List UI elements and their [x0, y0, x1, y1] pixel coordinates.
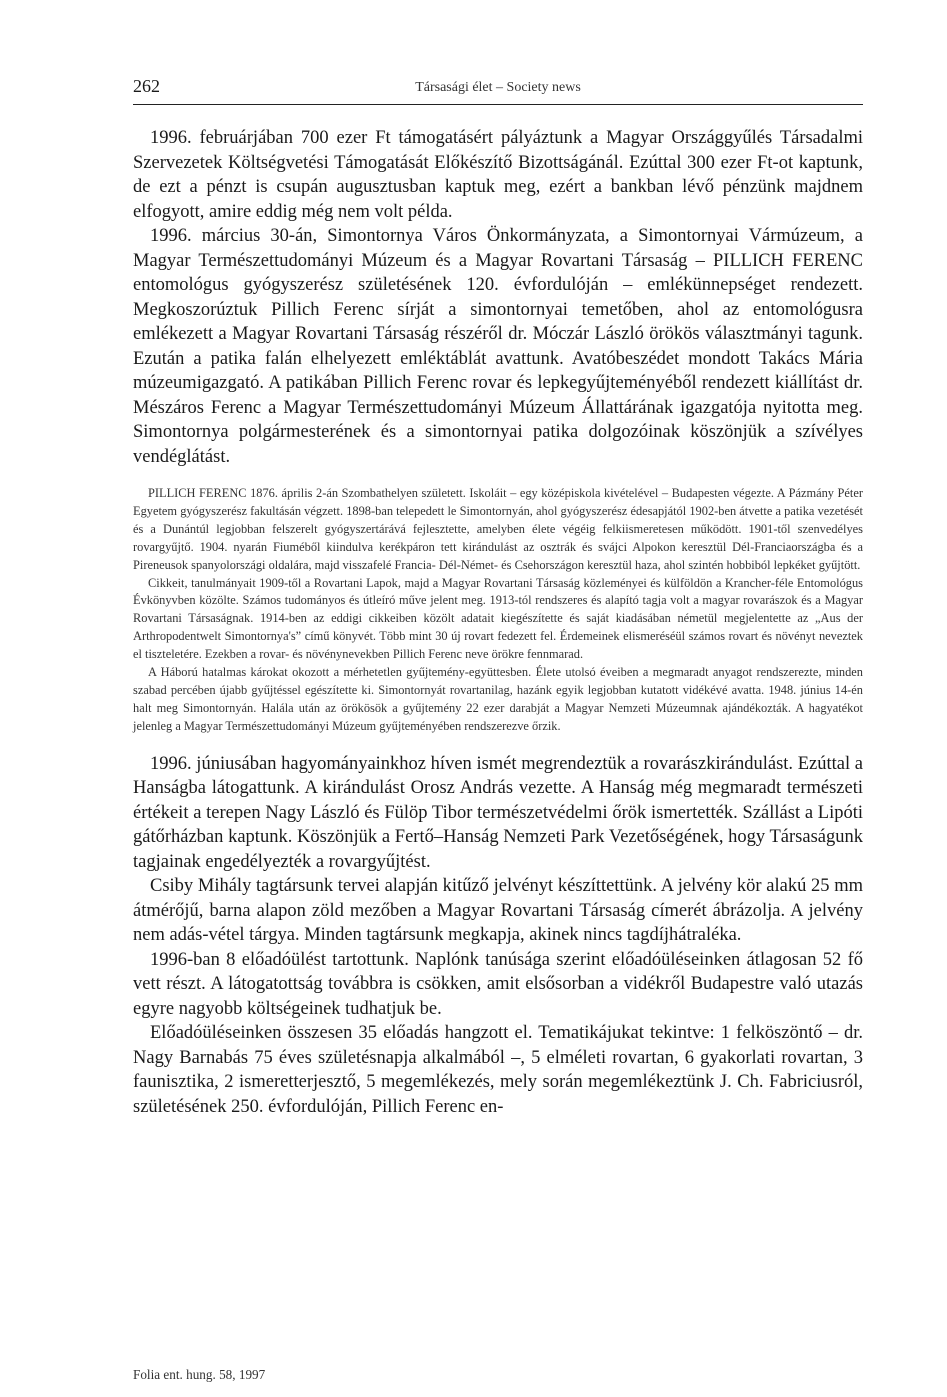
biography-paragraph: Cikkeit, tanulmányait 1909-től a Rovartani Lapok, majd a Magyar Rovartani Társaság közleményei és külföldön a Krancher-féle Entomológus Évkönyvben közölte. Számos tudományos és útleíró műve jelent meg. 1913-tól rendszeres és alapító tagja volt a magyar rovarászok és a Magyar Rovartani Társaságnak. 1914-ben az eddigi cikkeiben közölt adatait kiegészítette és saját kiadásában németül megjelentette az „Aus der Arthropodentwelt Simontornya's” című könyvét. Több mint 30 új rovart fedezett fel. Érdemeinek elismeréséül számos rovart és növényt neveztek el tiszteletére. Ezekben a rovar- és növénynevekben Pillich Ferenc neve örökre fennmarad.: [133, 575, 863, 662]
running-title: Társasági élet – Society news: [415, 80, 581, 95]
paragraph-commemoration: 1996. március 30-án, Simontornya Város Önkormányzata, a Simontornyai Vármúzeum, a Magyar Természettudományi Múzeum és a Magyar Rovartani Társaság – PILLICH FERENC entomológus gyógyszerész születésének 120. évfordulóján – emlékünnepséget rendezett. Megkoszorúztuk Pillich Ferenc sírját a simontornyai temetőben, ahol az entomológusra emlékezett a Magyar Rovartani Társaság részéről dr. Móczár László örökös választmányi tagunk. Ezután a patika falán elhelyezett emléktáblát avattunk. Avatóbeszédet mondott Takács Mária múzeumigazgató. A patikában Pillich Ferenc rovar és lepkegyűjteményéből rendezett kiállítást dr. Mészáros Ferenc a Magyar Természettudományi Múzeum Állattárának igazgatója nyitotta meg. Simontornya polgármesterének és a simontornyai patika dolgozóinak köszönjük a szívélyes vendéglátást.: [133, 226, 863, 467]
page-number: 262: [133, 76, 160, 96]
paragraph-funding: 1996. februárjában 700 ezer Ft támogatásért pályáztunk a Magyar Országgyűlés Társadalmi Szervezetek Költségvetési Támogatását Előkészítő Bizottságánál. Ezúttal 300 ezer Ft-ot kaptunk, de ezt a pénzt is csupán augusztusban kaptuk meg, ezért a bankban lévő pénzünk majdnem elfogyott, amire eddig még nem volt példa.: [133, 128, 863, 222]
paragraph-badge: Csiby Mihály tagtársunk tervei alapján kitűző jelvényt készíttettünk. A jelvény kör alakú 25 mm átmérőjű, barna alapon zöld mezőben a Magyar Rovartani Társaság címerét ábrázolja. A jelvény nem adás-vétel tárgya. Minden tagtársunk megkapja, akinek nincs tagdíjhátraléka.: [133, 876, 863, 946]
page-header: [133, 74, 863, 105]
biography-paragraph: A Háború hatalmas károkat okozott a mérhetetlen gyűjtemény-együttesben. Élete utolsó éveiben a megmaradt anyagot rendszerezte, minden szabad percében újabb gyűjtéssel egészítette ki. Simontornyát rovartanilag, hazánk egyik legjobban kutatott vidékévé avatta. 1948. június 14-én halt meg Simontornyán. Halála után az örökösök a gyűjtemény 22 ezer darabját a Magyar Nemzeti Múzeumnak ajándékozták. A hagyatékot jelenleg a Magyar Természettudományi Múzeum gyűjteményében rendszerezve őrzik.: [133, 665, 863, 733]
biography-paragraph: PILLICH FERENC 1876. április 2-án Szombathelyen született. Iskoláit – egy középiskola kivételével – Budapesten végezte. A Pázmány Péter Egyetem gyógyszerész fakultásán végzett. 1898-ban telepedett le Simontornyán, ahol gyógyszerész édesapjától 1902-ben átvette a patika vezetését és a Dunántúl legjobban felszerelt gyógyszertárává fejlesztette, amelyben élete végéig felkiismeretesen működött. 1901-től szenvedélyes rovargyűjtő. 1904. nyarán Fiuméből kiindulva kerékpáron tett kirándulást az osztrák és svájci Alpokon keresztül Dél-Franciaországba és a Pireneusok spanyolországi oldalára, majd visszafelé Francia- Dél-Német- és Csehországon keresztül haza, ahol szintén hobbiból lepkéket gyűjtött.: [133, 486, 863, 572]
page-body: [133, 126, 863, 1119]
biography-block: [133, 485, 863, 736]
paragraph-lectures: Előadóüléseinken összesen 35 előadás hangzott el. Tematikájukat tekintve: 1 felköszöntő – dr. Nagy Barnabás 75 éves születésnapja alkalmából –, 5 elméleti rovartan, 6 gyakorlati rovartan, 3 faunisztika, 2 ismeretterjesztő, 5 megemlékezés, mely során megemlékeztünk J. Ch. Fabriciusról, születésének 250. évfordulóján, Pillich Ferenc en-: [133, 1023, 863, 1117]
footer-citation: Folia ent. hung. 58, 1997: [133, 1367, 266, 1382]
paragraph-excursion: 1996. júniusában hagyományainkhoz híven ismét megrendeztük a rovarászkirándulást. Ezúttal a Hanságba látogattunk. A kirándulást Orosz András vezette. A Hanság még megmaradt természeti értékeit a terepen Nagy László és Fülöp Tibor természetvédelmi őrök ismertették. Szállást a Lipóti gátőrházban kaptunk. Köszönjük a Fertő–Hanság Nemzeti Park Vezetőségének, hogy Társaságunk tagjainak engedélyezték a rovargyűjtést.: [133, 753, 863, 872]
paragraph-meetings: 1996-ban 8 előadóülést tartottunk. Naplónk tanúsága szerint előadóüléseinken átlagosan 52 fő vett részt. A látogatottság továbbra is csökken, amit elsősorban a vidékről Budapestre való utazás egyre nagyobb költségeinek tudhatjuk be.: [133, 949, 863, 1019]
